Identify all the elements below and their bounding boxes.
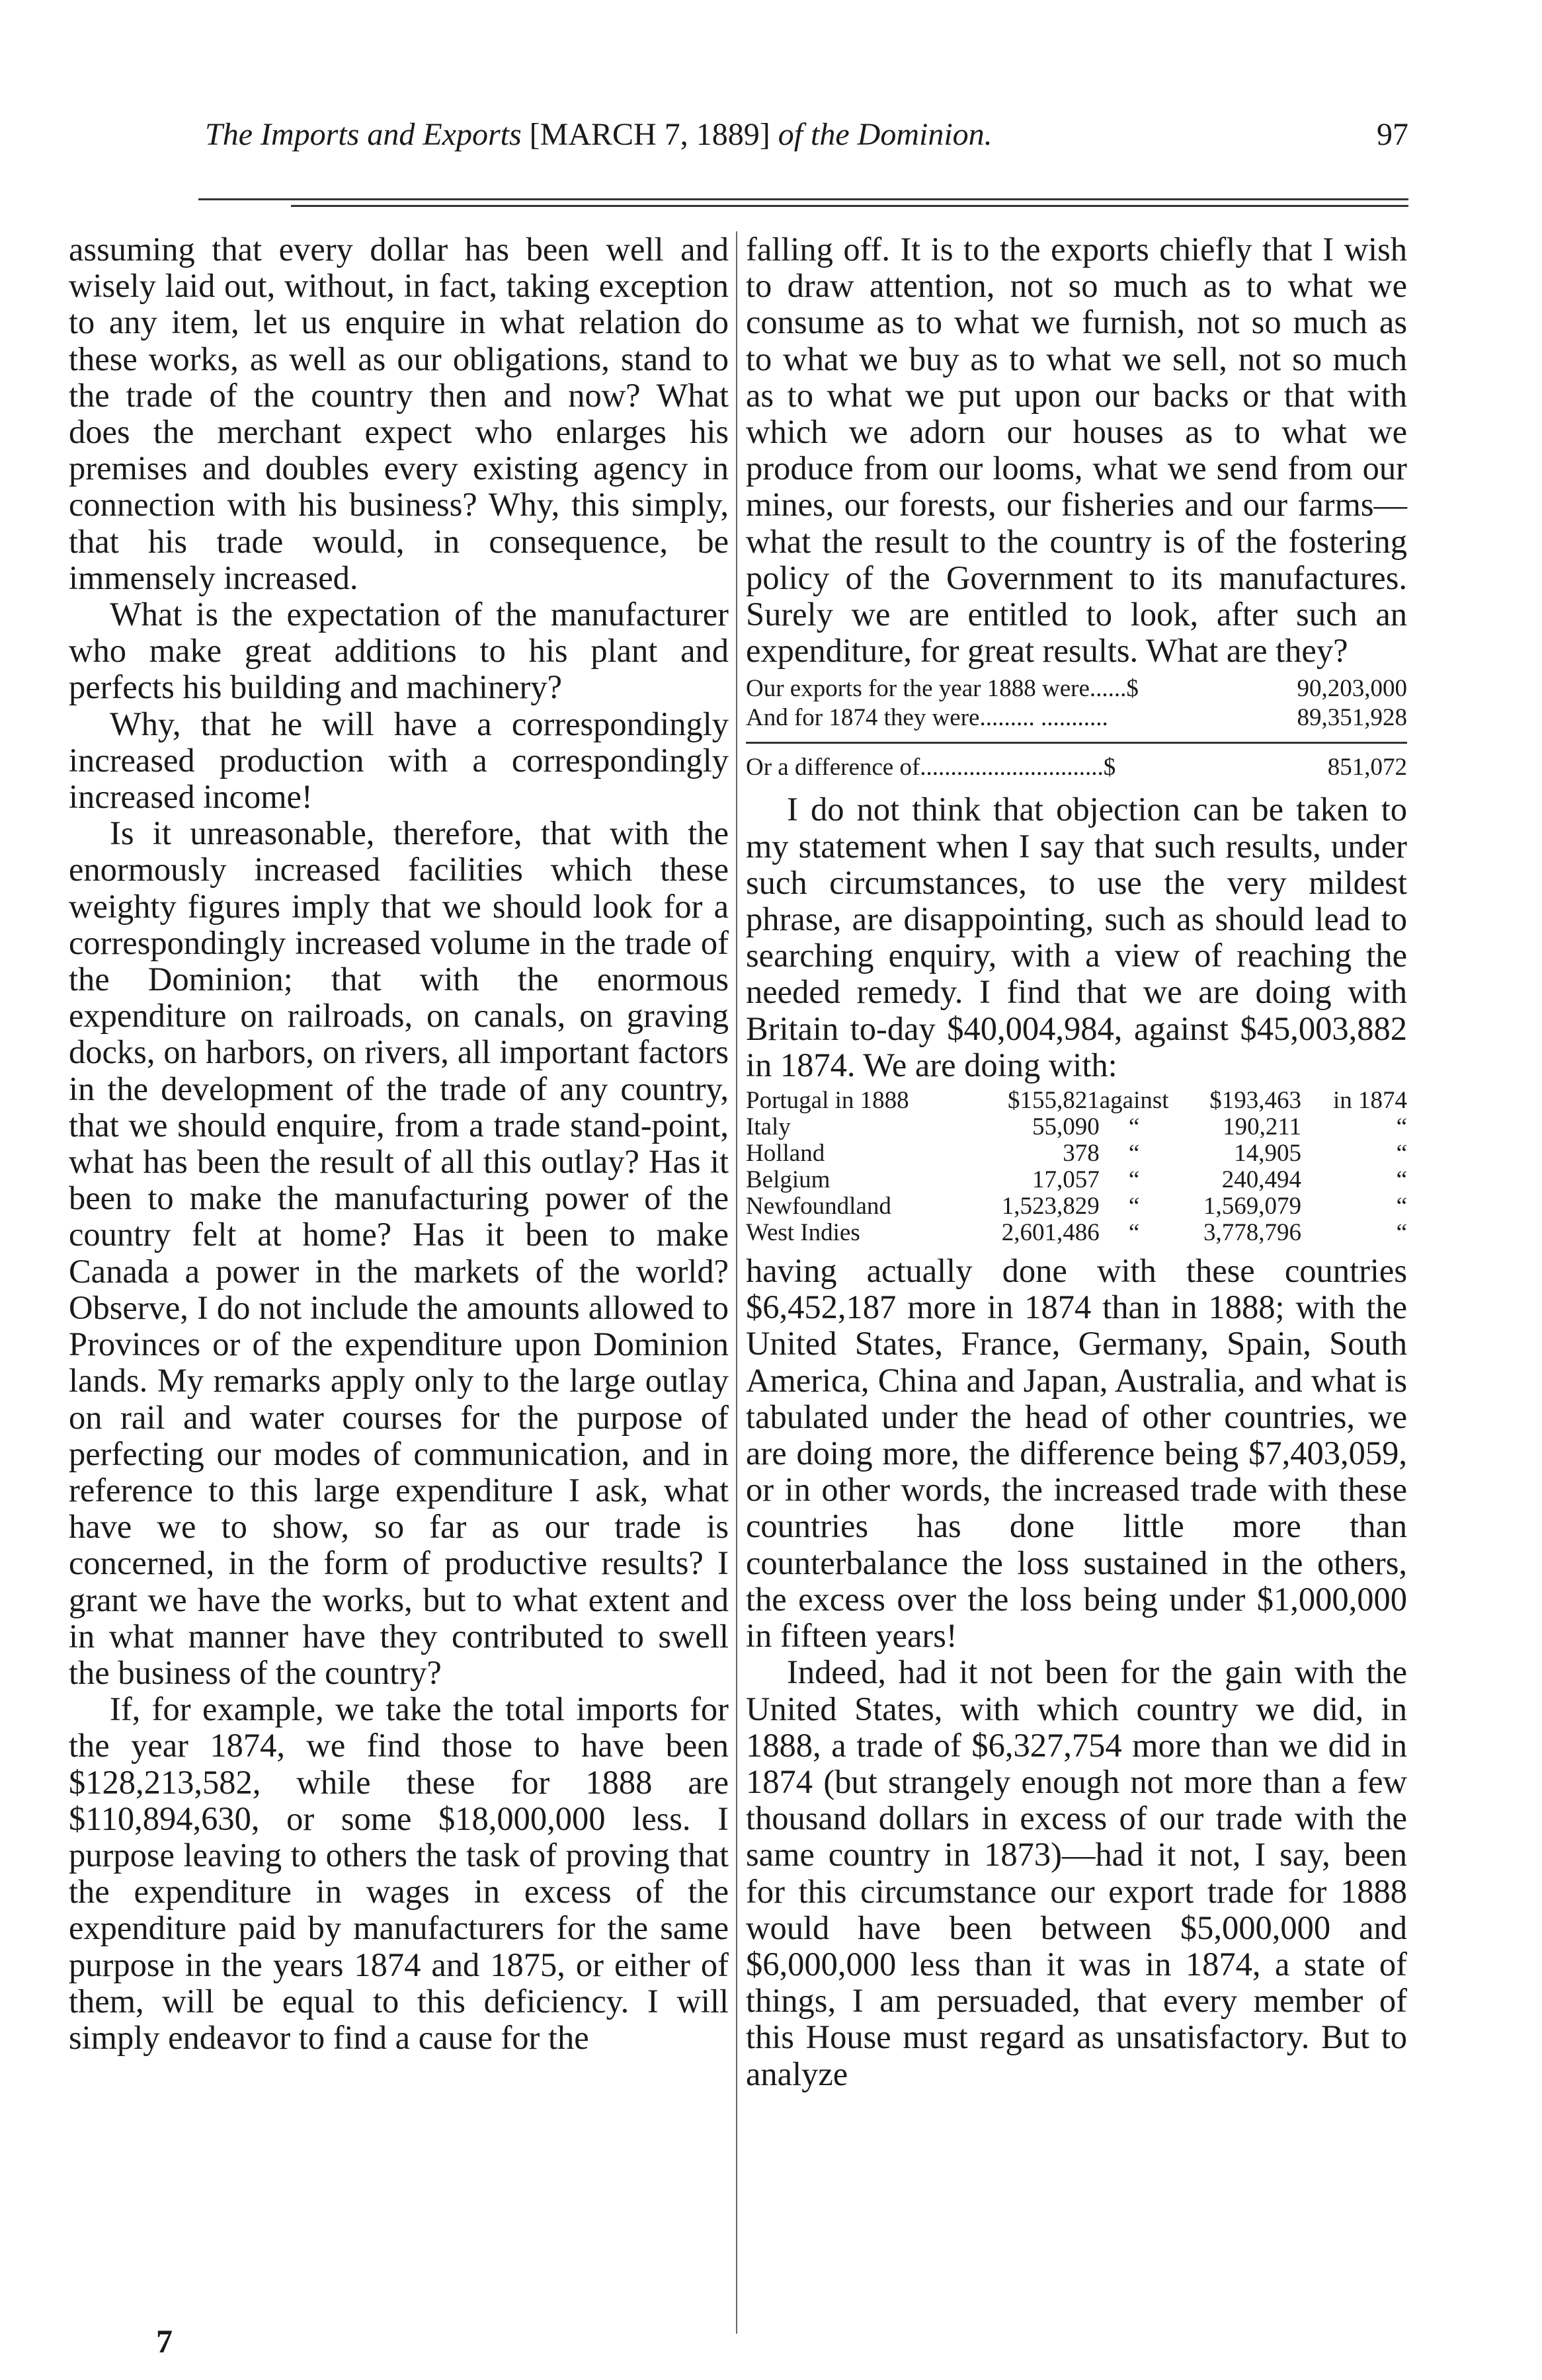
running-header (112, 116, 1408, 176)
table-row (746, 1140, 1407, 1167)
title-date: [MARCH 7, 1889] (529, 117, 770, 152)
country-name: Belgium (746, 1166, 831, 1194)
exports-label-1888: Our exports for the year 1888 were......$ (746, 675, 1139, 703)
year-label: “ (1396, 1166, 1407, 1194)
left-paragraph-4: Is it unreasonable, therefore, that with the enormously increased facilities which these weighty figures imply that we should look for a correspondingly increased volume in the trade of the Dominion; that with the enormous expenditure on railroads, on canals, on graving docks, on harbors, on rivers, all important factors in the development of the trade of any country, that we should enquire, from a trade stand-point, what has been the result of all this outlay? Has it been to make the manufacturing power of the country felt at home? Has it been to make Canada a power in the markets of the world? Observe, I do not include the amounts allowed to Provinces or of the expenditure upon Dominion lands. My remarks apply only to the large outlay on rail and water courses for the purpose of perfecting our modes of communication, and in reference to this large expenditure I ask, what have we to show, so far as our trade is concerned, in the form of productive results? I grant we have the works, but to what extent and in what manner have they contributed to swell the business of the country? (69, 814, 729, 1691)
value-1874: 14,905 (1234, 1140, 1302, 1168)
exports-value-1888: 90,203,000 (1297, 675, 1407, 703)
exports-summary (746, 674, 1407, 782)
value-1888: $155,821 (1007, 1087, 1100, 1115)
comparison-mark: “ (1128, 1193, 1140, 1220)
year-label: “ (1396, 1219, 1407, 1247)
comparison-mark: against (1099, 1087, 1169, 1115)
right-column (746, 231, 1407, 2092)
table-row (746, 1220, 1407, 1246)
value-1888: 378 (1063, 1140, 1100, 1168)
signature-mark: 7 (156, 2322, 173, 2360)
exports-difference-value: 851,072 (1327, 754, 1407, 781)
exports-difference-label: Or a difference of..............................$ (746, 754, 1116, 781)
year-label: “ (1396, 1140, 1407, 1168)
left-paragraph-3: Why, that he will have a correspondingly increased production with a correspondingly increased income! (69, 705, 729, 816)
country-name: West Indies (746, 1219, 860, 1247)
left-paragraph-1: assuming that every dollar has been well and wisely laid out, without, in fact, taking exception to any item, let us enquire in what relation do these works, as well as our obligations, stand to the trade of the country then and now? What does the merchant expect who enlarges his premises and doubles every existing agency in connection with his business? Why, this simply, that his trade would, in consequence, be immensely increased. (69, 231, 729, 596)
exports-value-1874: 89,351,928 (1297, 704, 1407, 732)
title-left: The Imports and Exports (205, 117, 522, 152)
table-row (746, 1167, 1407, 1193)
table-row (746, 1193, 1407, 1220)
table-row (746, 1114, 1407, 1140)
comparison-mark: “ (1128, 1140, 1140, 1168)
running-title (205, 116, 993, 153)
exports-row-1888 (746, 674, 1407, 703)
value-1874: $193,463 (1209, 1087, 1302, 1115)
value-1888: 2,601,486 (1001, 1219, 1100, 1247)
country-name: Newfoundland (746, 1193, 891, 1220)
year-label: “ (1396, 1193, 1407, 1220)
value-1874: 240,494 (1221, 1166, 1302, 1194)
country-name: Holland (746, 1140, 825, 1168)
country-name: Italy (746, 1113, 791, 1141)
left-column (69, 231, 729, 2056)
right-paragraph-1: falling off. It is to the exports chiefly that I wish to draw attention, not so much as to what we consume as to what we furnish, not so much as to what we buy as to what we sell, not so much as to what we put upon our backs or that with which we adorn our houses as to what we produce from our looms, what we send from our mines, our forests, our fisheries and our farms—what the result to the country is of the fostering policy of the Government to its manufactures. Surely we are entitled to look, after such an expenditure, for great results. What are they? (746, 231, 1407, 670)
country-name: Portugal in 1888 (746, 1087, 909, 1115)
header-rule-top (198, 198, 1408, 200)
year-label: in 1874 (1332, 1087, 1407, 1115)
exports-label-1874: And for 1874 they were......... ........... (746, 704, 1108, 732)
comparison-mark: “ (1128, 1113, 1140, 1141)
exports-row-1874 (746, 703, 1407, 733)
table-row (746, 1088, 1407, 1114)
value-1888: 55,090 (1032, 1113, 1100, 1141)
left-paragraph-5: If, for example, we take the total imports for the year 1874, we find those to have been $128,213,582, while these for 1888 are $110,894,630, or some $18,000,000 less. I purpose leaving to others the task of proving that the expenditure in wages in excess of the expenditure paid by manufacturers for the same purpose in the years 1874 and 1875, or either of them, will be equal to this deficiency. I will simply endeavor to find a cause for the (69, 1690, 729, 2056)
left-paragraph-2: What is the expectation of the manufacturer who make great additions to his plant and perfects his building and machinery? (69, 596, 729, 706)
comparison-mark: “ (1128, 1166, 1140, 1194)
exports-difference-row (746, 742, 1407, 782)
comparison-mark: “ (1128, 1219, 1140, 1247)
value-1888: 17,057 (1032, 1166, 1100, 1194)
right-paragraph-2: I do not think that objection can be taken to my statement when I say that such results, under such circumstances, to use the very mildest phrase, are disappointing, such as should lead to searching enquiry, with a view of reaching the needed remedy. I find that we are doing with Britain to-day $40,004,984, against $45,003,882 in 1874. We are doing with: (746, 791, 1407, 1084)
value-1874: 190,211 (1223, 1113, 1302, 1141)
value-1874: 3,778,796 (1203, 1219, 1302, 1247)
column-divider (736, 231, 737, 2334)
right-paragraph-4: Indeed, had it not been for the gain with the United States, with which country we did, in 1888, a trade of $6,327,754 more than we did in 1874 (but strangely enough not more than a few thousand dollars in excess of our trade with the same country in 1873)—had it not, I say, been for this circumstance our export trade for 1888 would have been between $5,000,000 and $6,000,000 less than it was in 1874, a state of things, I am persuaded, that every member of this House must regard as unsatisfactory. But to analyze (746, 1653, 1407, 2092)
header-rule-bottom (291, 205, 1408, 207)
title-right: of the Dominion. (778, 117, 993, 152)
page-number: 97 (1377, 117, 1408, 152)
country-trade-table (746, 1088, 1407, 1246)
value-1888: 1,523,829 (1001, 1193, 1100, 1220)
right-paragraph-3: having actually done with these countries $6,452,187 more in 1874 than in 1888; with the United States, France, Germany, Spain, South America, China and Japan, Australia, and what is tabulated under the head of other countries, we are doing more, the difference being $7,403,059, or in other words, the increased trade with these countries has done little more than counterbalance the loss sustained in the others, the excess over the loss being under $1,000,000 in fifteen years! (746, 1252, 1407, 1655)
value-1874: 1,569,079 (1203, 1193, 1302, 1220)
year-label: “ (1396, 1113, 1407, 1141)
